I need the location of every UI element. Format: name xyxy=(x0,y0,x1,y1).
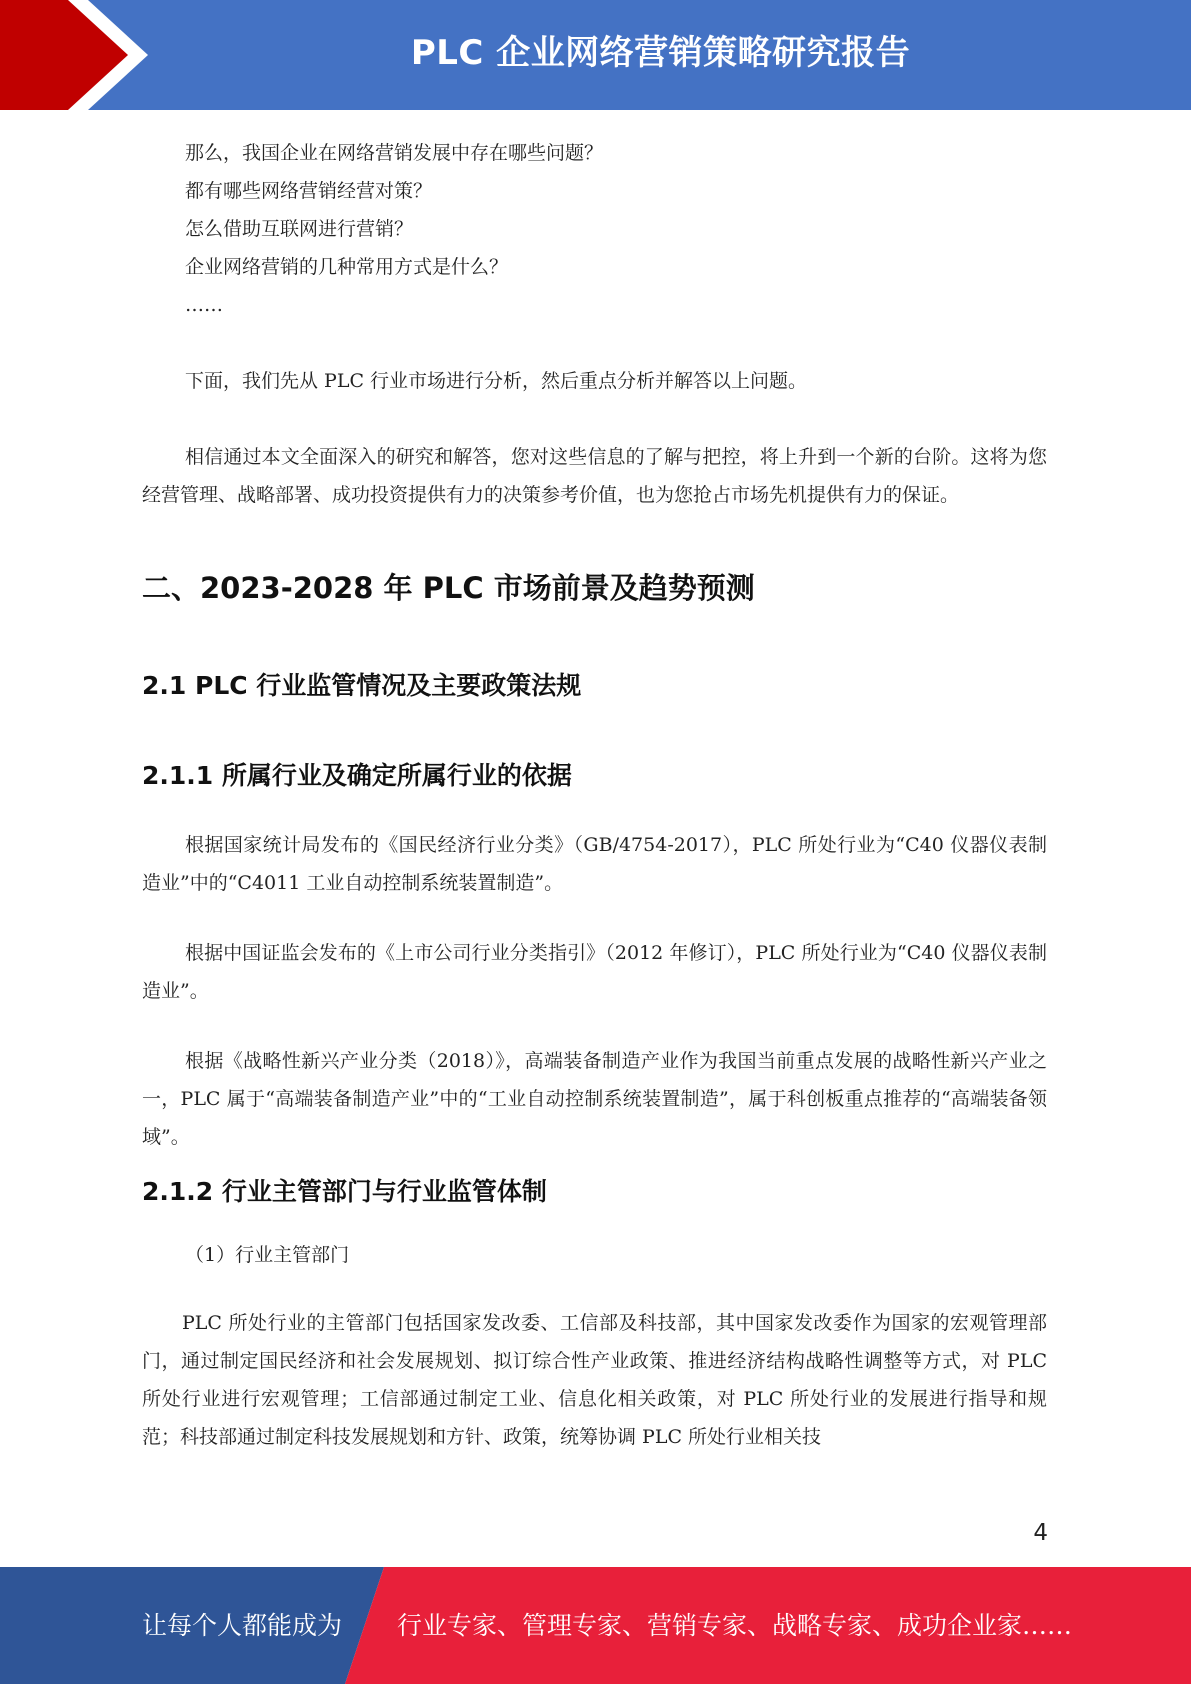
subsubsection-heading: 2.1.2 行业主管部门与行业监管体制 xyxy=(142,1177,547,1206)
subsection-heading: 2.1 PLC 行业监管情况及主要政策法规 xyxy=(142,671,582,700)
report-title: PLC 企业网络营销策略研究报告 xyxy=(410,33,911,73)
document-body xyxy=(142,134,1047,1456)
question-ellipsis: …… xyxy=(185,294,223,316)
intro-paragraph: 相信通过本文全面深入的研究和解答，您对这些信息的了解与把控，将上升到一个新的台阶。这将为您经营管理、战略部署、成功投资提供有力的决策参考价值，也为您抢占市场先机提供有力的保证。 xyxy=(142,446,1047,506)
subsubsection-heading: 2.1.1 所属行业及确定所属行业的依据 xyxy=(142,761,572,790)
page-footer xyxy=(0,1567,1191,1684)
body-paragraph: PLC 所处行业的主管部门包括国家发改委、工信部及科技部，其中国家发改委作为国家的宏观管理部门，通过制定国民经济和社会发展规划、拟订综合性产业政策、推进经济结构战略性调整等方式，对 PLC 所处行业进行宏观管理；工信部通过制定工业、信息化相关政策，对 PLC 所处行业的发展进行指导和规范；科技部通过制定科技发展规划和方针、政策，统筹协调 PLC 所处行业相关技 xyxy=(142,1312,1047,1448)
page-number: 4 xyxy=(1033,1520,1048,1546)
page-header xyxy=(0,0,1191,110)
question-list xyxy=(142,134,1047,324)
section-heading: 二、2023-2028 年 PLC 市场前景及趋势预测 xyxy=(142,571,755,605)
question-item: 都有哪些网络营销经营对策？ xyxy=(185,180,433,202)
list-subheading: （1）行业主管部门 xyxy=(185,1244,350,1266)
footer-slogan-left: 让每个人都能成为 xyxy=(142,1611,343,1640)
question-item: 怎么借助互联网进行营销？ xyxy=(185,218,414,240)
footer-slogan-right: 行业专家、管理专家、营销专家、战略专家、成功企业家…… xyxy=(397,1611,1073,1640)
question-item: 企业网络营销的几种常用方式是什么？ xyxy=(185,256,509,278)
body-paragraph: 根据中国证监会发布的《上市公司行业分类指引》（2012 年修订），PLC 所处行业为“C40 仪器仪表制造业”。 xyxy=(142,942,1047,1002)
intro-paragraph: 下面，我们先从 PLC 行业市场进行分析，然后重点分析并解答以上问题。 xyxy=(185,370,808,392)
question-item: 那么，我国企业在网络营销发展中存在哪些问题？ xyxy=(185,142,604,164)
body-paragraph: 根据国家统计局发布的《国民经济行业分类》（GB/4754-2017），PLC 所处行业为“C40 仪器仪表制造业”中的“C4011 工业自动控制系统装置制造”。 xyxy=(142,834,1047,894)
body-paragraph: 根据《战略性新兴产业分类（2018）》，高端装备制造产业作为我国当前重点发展的战略性新兴产业之一，PLC 属于“高端装备制造产业”中的“工业自动控制系统装置制造”，属于科创板重点推荐的“高端装备领域”。 xyxy=(142,1050,1047,1148)
